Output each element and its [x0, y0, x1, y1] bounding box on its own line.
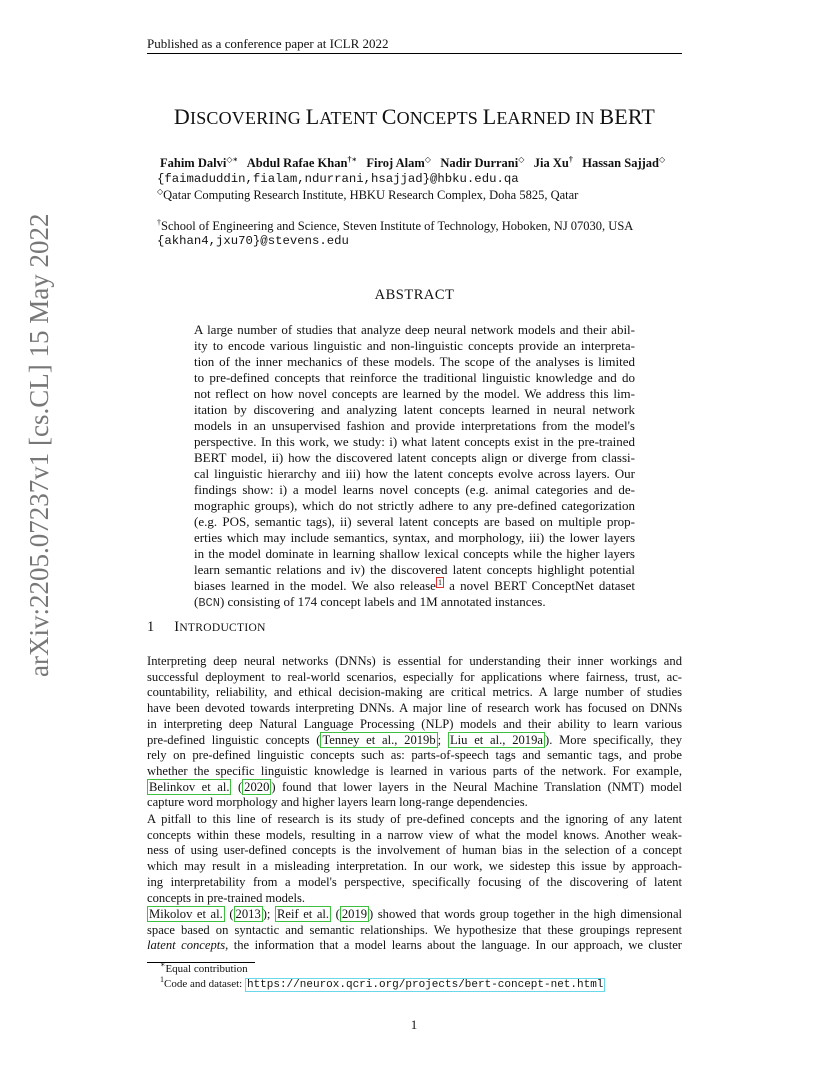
- citation-link[interactable]: 2020: [244, 779, 270, 794]
- author-name: Fahim Dalvi: [160, 156, 227, 170]
- dataset-url-link[interactable]: https://neurox.qcri.org/projects/bert-concept-net.html: [246, 979, 604, 991]
- intro-paragraph-1: Interpreting deep neural networks (DNNs) is essential for understanding their inner workings and successful deployment to real-world scenarios, especially for applications where fairness, trust, ac- countability, reliability, and ethical decision-making are critical metrics. A large number of studies have been devoted towards interpreting DNNs. A major line of research work has focused on DNNs in interpreting deep Natural Language Processing (NLP) models and their ability to learn various pre-defined linguistic concepts ( Tenney et al., 2019b ; Liu et al., 2019a ). More specifically, they rely on pre-defined linguistic concepts such as: parts-of-speech tags and semantic tags, and probe whether the specific linguistic knowledge is learned in various parts of the network. For example, Belinkov et al. ( 2020 ) found that lower layers in the Neural Machine Translation (NMT) model capture word morphology and higher layers learn long-range dependencies.: [147, 654, 682, 810]
- author-list: Fahim Dalvi◇∗ Abdul Rafae Khan†∗ Firoj Alam◇ Nadir Durrani◇ Jia Xu† Hassan Sajjad◇: [160, 155, 666, 170]
- citation-link[interactable]: Mikolov et al.: [149, 907, 223, 921]
- author-name: Hassan Sajjad: [582, 156, 659, 170]
- footnote-2: $^1$Code and dataset: https://neurox.qcri.org/projects/bert-concept-net.html: [160, 975, 604, 991]
- citation-link[interactable]: 2019: [341, 907, 368, 921]
- affiliation-1: ◇Qatar Computing Research Institute, HBKU Research Complex, Doha 5825, Qatar: [157, 187, 579, 202]
- abstract-heading: ABSTRACT: [374, 287, 455, 303]
- header-rule: [147, 53, 682, 54]
- affiliation-1-emails: {faimaduddin,fialam,ndurrani,hsajjad}@hbku.edu.qa: [157, 172, 519, 186]
- author-name: Abdul Rafae Khan: [246, 156, 348, 170]
- section-heading-introduction: 1 INTRODUCTION: [147, 619, 266, 635]
- author-name: Firoj Alam: [366, 156, 425, 170]
- intro-paragraph-3: Mikolov et al. ( 2013 ); Reif et al. ( 2019 ) showed that words group together in the high dimensional space based on syntactic and semantic relationships. We hypothesize that these groupings represent latent concepts, the information that a model learns about the language. In our approach, we cluster: [147, 907, 683, 953]
- citation-link[interactable]: Tenney et al., 2019b: [322, 732, 436, 747]
- running-header: Published as a conference paper at ICLR 2022: [147, 36, 389, 51]
- arxiv-stamp: arXiv:2205.07237v1 [cs.CL] 15 May 2022: [24, 213, 54, 677]
- citation-link[interactable]: Belinkov et al.: [149, 779, 230, 794]
- intro-paragraph-2: A pitfall to this line of research is its study of pre-defined concepts and the ignoring of any latent concepts within these models, resulting in a narrow view of what the model knows. Another weak- ness of using user-defined concepts is the involvement of human bias in the selection of a concept which may result in a misleading interpretation. In our work, we sidestep this issue by approach- ing interpretability from a model's perspective, specifically focusing of the discovering of latent concepts in pre-trained models.: [147, 812, 682, 905]
- citation-link[interactable]: 2013: [235, 907, 261, 921]
- author-name: Jia Xu: [533, 156, 569, 170]
- footnote-1: ∗Equal contribution: [160, 960, 248, 975]
- citation-link[interactable]: Reif et al.: [276, 907, 330, 921]
- author-name: Nadir Durrani: [440, 156, 519, 170]
- affiliation-2: †School of Engineering and Science, Steven Institute of Technology, Hoboken, NJ 07030, USA: [157, 218, 634, 233]
- paper-title: DISCOVERING LATENT CONCEPTS LEARNED IN BERT: [173, 104, 656, 129]
- footnote-link[interactable]: 1: [437, 578, 442, 587]
- citation-link[interactable]: Liu et al., 2019a: [449, 732, 543, 747]
- page-number: 1: [410, 1017, 418, 1032]
- affiliation-2-emails: {akhan4,jxu70}@stevens.edu: [157, 234, 349, 248]
- abstract-body: A large number of studies that analyze deep neural network models and their abil- ity to encode various linguistic and non-linguistic concepts provide an interpreta- tion of the inner mechanics of these models. The scope of the analyses is limited to pre-defined concepts that reinforce the traditional linguistic knowledge and do not reflect on how novel concepts are learned by the model. We address this lim- itation by discovering and analyzing latent concepts learned in neural network models in an unsupervised fashion and provide interpretations from the model's perspective. In this work, we study: i) what latent concepts exist in the pre-trained BERT model, ii) how the discovered latent concepts align or diverge from classi- cal linguistic hierarchy and iii) how the latent concepts evolve across layers. Our findings show: i) a model learns novel concepts (e.g. animal categories and de- mographic groups), which do not strictly adhere to any pre-defined categorization (e.g. POS, semantic tags), ii) several latent concepts are based on multiple prop- erties which may include semantics, syntax, and morphology, iii) the lower layers in the model dominate in learning shallow lexical concepts while the higher layers learn semantic relations and iv) the discovered latent concepts highlight potential biases learned in the model. We also release $^1$ a novel BERT ConceptNet dataset (BCN) consisting of 174 concept labels and 1M annotated instances.: [194, 322, 636, 610]
